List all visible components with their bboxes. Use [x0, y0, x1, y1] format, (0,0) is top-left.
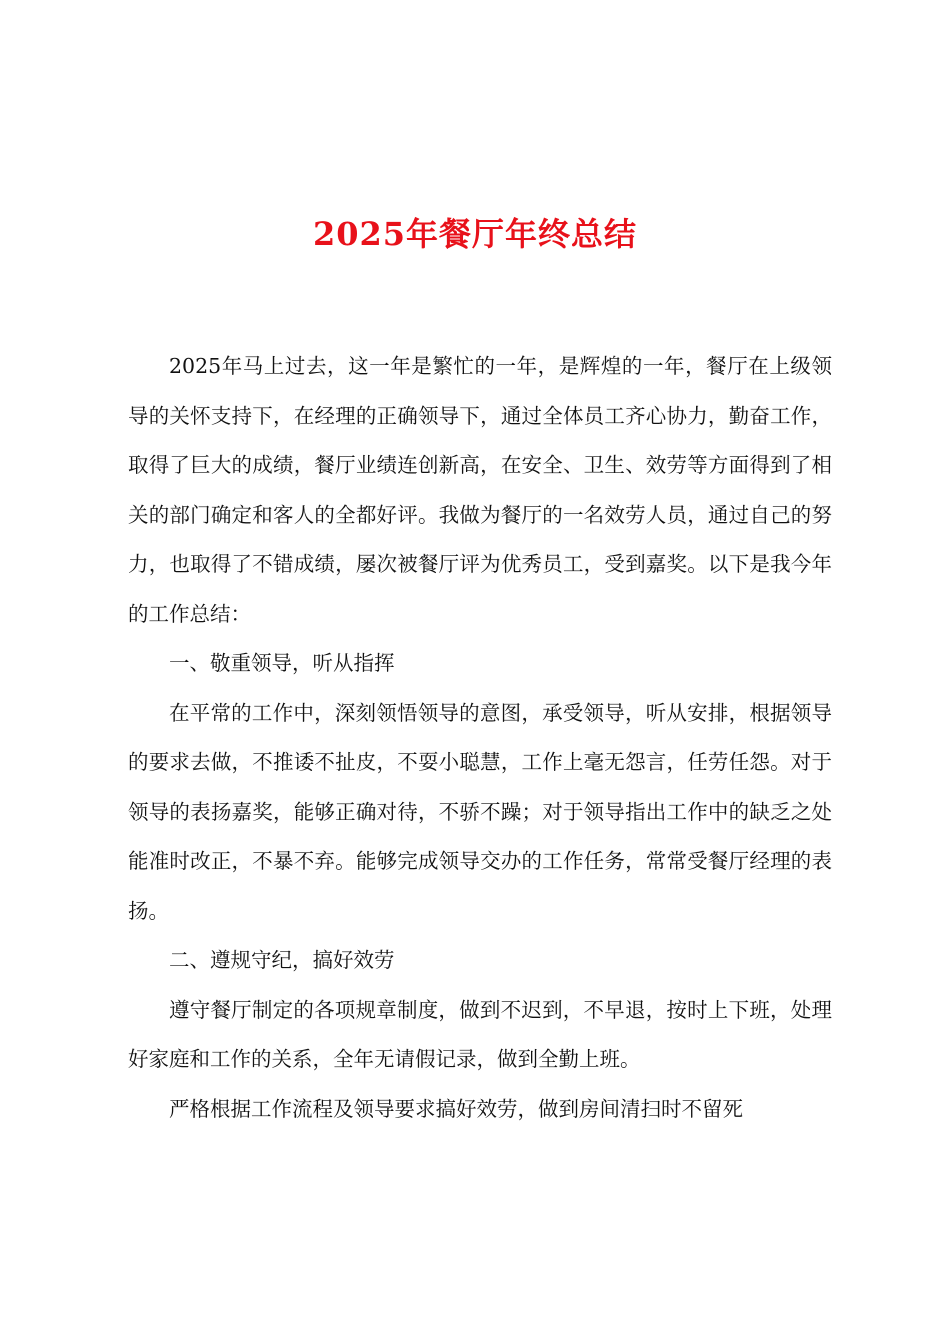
section-heading-2: 二、遵规守纪，搞好效劳: [169, 948, 395, 972]
document-title: 2025年餐厅年终总结: [312, 215, 638, 253]
section-heading-1: 一、敬重领导，听从指挥: [169, 651, 395, 675]
paragraph-intro: 2025年马上过去，这一年是繁忙的一年，是辉煌的一年，餐厅在上级领导的关怀支持下，在经理的正确领导下，通过全体员工齐心协力，勤奋工作，取得了巨大的成绩，餐厅业绩连创新高，在安全、卫生、效劳等方面得到了相关的部门确定和客人的全都好评。我做为餐厅的一名效劳人员，通过自己的努力，也取得了不错成绩，屡次被餐厅评为优秀员工，受到嘉奖。以下是我今年的工作总结：: [128, 354, 832, 626]
paragraph-section-2b: 严格根据工作流程及领导要求搞好效劳，做到房间清扫时不留死: [169, 1096, 743, 1121]
paragraph-section-2a: 遵守餐厅制定的各项规章制度，做到不迟到，不早退，按时上下班，处理好家庭和工作的关系，全年无请假记录，做到全勤上班。: [128, 997, 832, 1071]
document-body: [128, 342, 832, 1134]
paragraph-section-1: 在平常的工作中，深刻领悟领导的意图，承受领导，听从安排，根据领导的要求去做，不推诿不扯皮，不耍小聪慧，工作上毫无怨言，任劳任怨。对于领导的表扬嘉奖，能够正确对待，不骄不躁；对于领导指出工作中的缺乏之处能准时改正，不暴不弃。能够完成领导交办的工作任务，常常受餐厅经理的表扬。: [128, 700, 832, 923]
